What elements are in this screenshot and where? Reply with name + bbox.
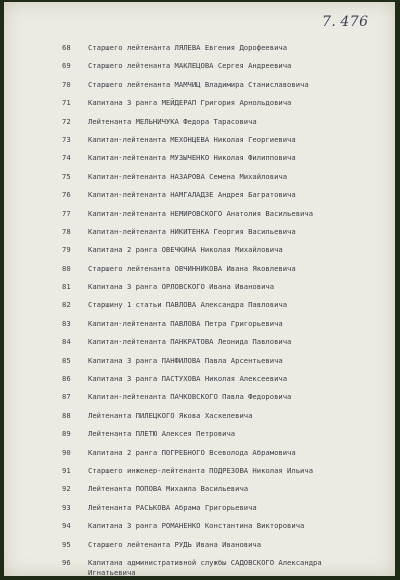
list-item (4, 336, 395, 354)
entry-number: 72 (62, 116, 71, 126)
entry-text: Лейтенанта МЕЛЬНИЧУКА Федора Тарасовича (88, 116, 257, 126)
entry-text: Старшего лейтенанта ОВЧИННИКОВА Ивана Яковлевича (88, 263, 296, 273)
entry-text: Капитан-лейтенанта ПАНКРАТОВА Леонида Павловича (88, 337, 292, 347)
entry-text-continued: Игнатьевича (88, 567, 136, 577)
entry-text: Капитана 2 ранга ОВЕЧКИНА Николая Михайловича (88, 245, 283, 255)
entry-number: 76 (62, 190, 71, 200)
list-item (4, 281, 395, 299)
list-item (4, 539, 395, 557)
list-item (4, 373, 395, 391)
entry-text: Капитана 2 ранга ПОГРЕБНОГО Всеволода Абрамовича (88, 447, 296, 457)
entry-number: 89 (62, 429, 71, 439)
entry-text: Старшего лейтенанта РУДЬ Ивана Ивановича (88, 539, 262, 549)
entry-number: 82 (62, 300, 71, 310)
entry-text: Лейтенанта РАСЬКОВА Абрама Григорьевича (88, 502, 257, 512)
list-item (4, 391, 395, 409)
entry-text: Капитан-лейтенанта НАМГАЛАДЗЕ Андрея Багратовича (88, 190, 296, 200)
entry-number: 75 (62, 171, 71, 181)
entry-number: 87 (62, 392, 71, 402)
document-page (4, 2, 395, 576)
entry-number: 93 (62, 502, 71, 512)
list-item (4, 483, 395, 501)
entry-number: 95 (62, 539, 71, 549)
entry-text: Капитана 3 ранга ПАСТУХОВА Николая Алексеевича (88, 374, 288, 384)
entry-text: Капитана 3 ранга МЕЙДЕРАП Григория Арнольдовича (88, 98, 292, 108)
entry-text: Лейтенанта ПИЛЕЦКОГО Якова Хаскелевича (88, 410, 253, 420)
list-item (4, 79, 395, 97)
entry-number: 84 (62, 337, 71, 347)
entry-number: 80 (62, 263, 71, 273)
list-item (4, 208, 395, 226)
folio-prefix: 7. (322, 14, 337, 30)
entry-text: Капитана 3 ранга ОРЛОВСКОГО Ивана Ивановича (88, 282, 275, 292)
entry-number: 71 (62, 98, 71, 108)
entry-text: Старшего инженер-лейтенанта ПОДРЕЗОВА Николая Ильича (88, 465, 314, 475)
entry-text: Капитан-лейтенанта НЕМИРОВСКОГО Анатолия Васильевича (88, 208, 314, 218)
entry-text: Старшего лейтенанта ЛЯЛЕВА Евгения Дорофеевича (88, 43, 288, 52)
entry-text: Капитан-лейтенанта ПАВЛОВА Петра Григорьевича (88, 318, 283, 328)
entry-text: Старшего лейтенанта МАМЧИЦ Владимира Станиславовича (88, 79, 309, 89)
entry-number: 69 (62, 61, 71, 71)
entry-text: Капитан-лейтенанта МЕХОНЦЕВА Николая Георгиевича (88, 134, 296, 144)
entry-text: Капитан-лейтенанта НАЗАРОВА Семена Михайловича (88, 171, 288, 181)
list-item (4, 244, 395, 262)
list-item (4, 447, 395, 465)
entry-text: Капитана 3 ранга ПАНФИЛОВА Павла Арсентьевича (88, 355, 283, 365)
list-item (4, 428, 395, 446)
entry-number: 73 (62, 134, 71, 144)
entry-number: 77 (62, 208, 71, 218)
entry-text: Лейтенанта ПЛЕТЮ Алексея Петровича (88, 429, 236, 439)
entry-text: Капитан-лейтенанта НИКИТЕНКА Георгия Васильевича (88, 226, 296, 236)
list-item (4, 97, 395, 115)
entry-text: Старшего лейтенанта МАКЛЕЦОВА Сергея Андреевича (88, 61, 292, 71)
entry-number: 79 (62, 245, 71, 255)
folio-value: 476 (340, 14, 369, 30)
entry-number: 78 (62, 226, 71, 236)
entry-number: 88 (62, 410, 71, 420)
list-item (4, 189, 395, 207)
entry-text: Капитана 3 ранга РОМАНЕНКО Константина Викторовича (88, 521, 305, 531)
list-item (4, 42, 395, 60)
entry-number: 90 (62, 447, 71, 457)
entry-number: 92 (62, 484, 71, 494)
list-item (4, 557, 395, 579)
list-item (4, 355, 395, 373)
list-item (4, 520, 395, 538)
entry-number: 86 (62, 374, 71, 384)
list-item (4, 465, 395, 483)
entry-text: Старшину 1 статьи ПАВЛОВА Александра Павловича (88, 300, 288, 310)
entry-text: Капитана административной службы САДОВСКОГО Александра (88, 557, 322, 567)
list-item (4, 410, 395, 428)
entry-number: 83 (62, 318, 71, 328)
entry-number: 74 (62, 153, 71, 163)
entry-number: 91 (62, 465, 71, 475)
list-item (4, 171, 395, 189)
entry-number: 68 (62, 43, 71, 52)
list-item (4, 263, 395, 281)
entry-number: 94 (62, 521, 71, 531)
list-item (4, 116, 395, 134)
entry-text: Лейтенанта ПОПОВА Михаила Васильевича (88, 484, 249, 494)
entry-text: Капитан-лейтенанта ПАЧКОВСКОГО Павла Федоровича (88, 392, 292, 402)
list-item (4, 299, 395, 317)
entry-number: 96 (62, 557, 71, 567)
list-item (4, 318, 395, 336)
list-item (4, 502, 395, 520)
list-item (4, 60, 395, 78)
list-item (4, 134, 395, 152)
list-item (4, 152, 395, 170)
award-list (4, 42, 395, 579)
list-item (4, 226, 395, 244)
entry-number: 70 (62, 79, 71, 89)
entry-number: 85 (62, 355, 71, 365)
folio-number (322, 14, 369, 30)
entry-number: 81 (62, 282, 71, 292)
entry-text: Капитан-лейтенанта МУЗЫЧЕНКО Николая Филипповича (88, 153, 296, 163)
